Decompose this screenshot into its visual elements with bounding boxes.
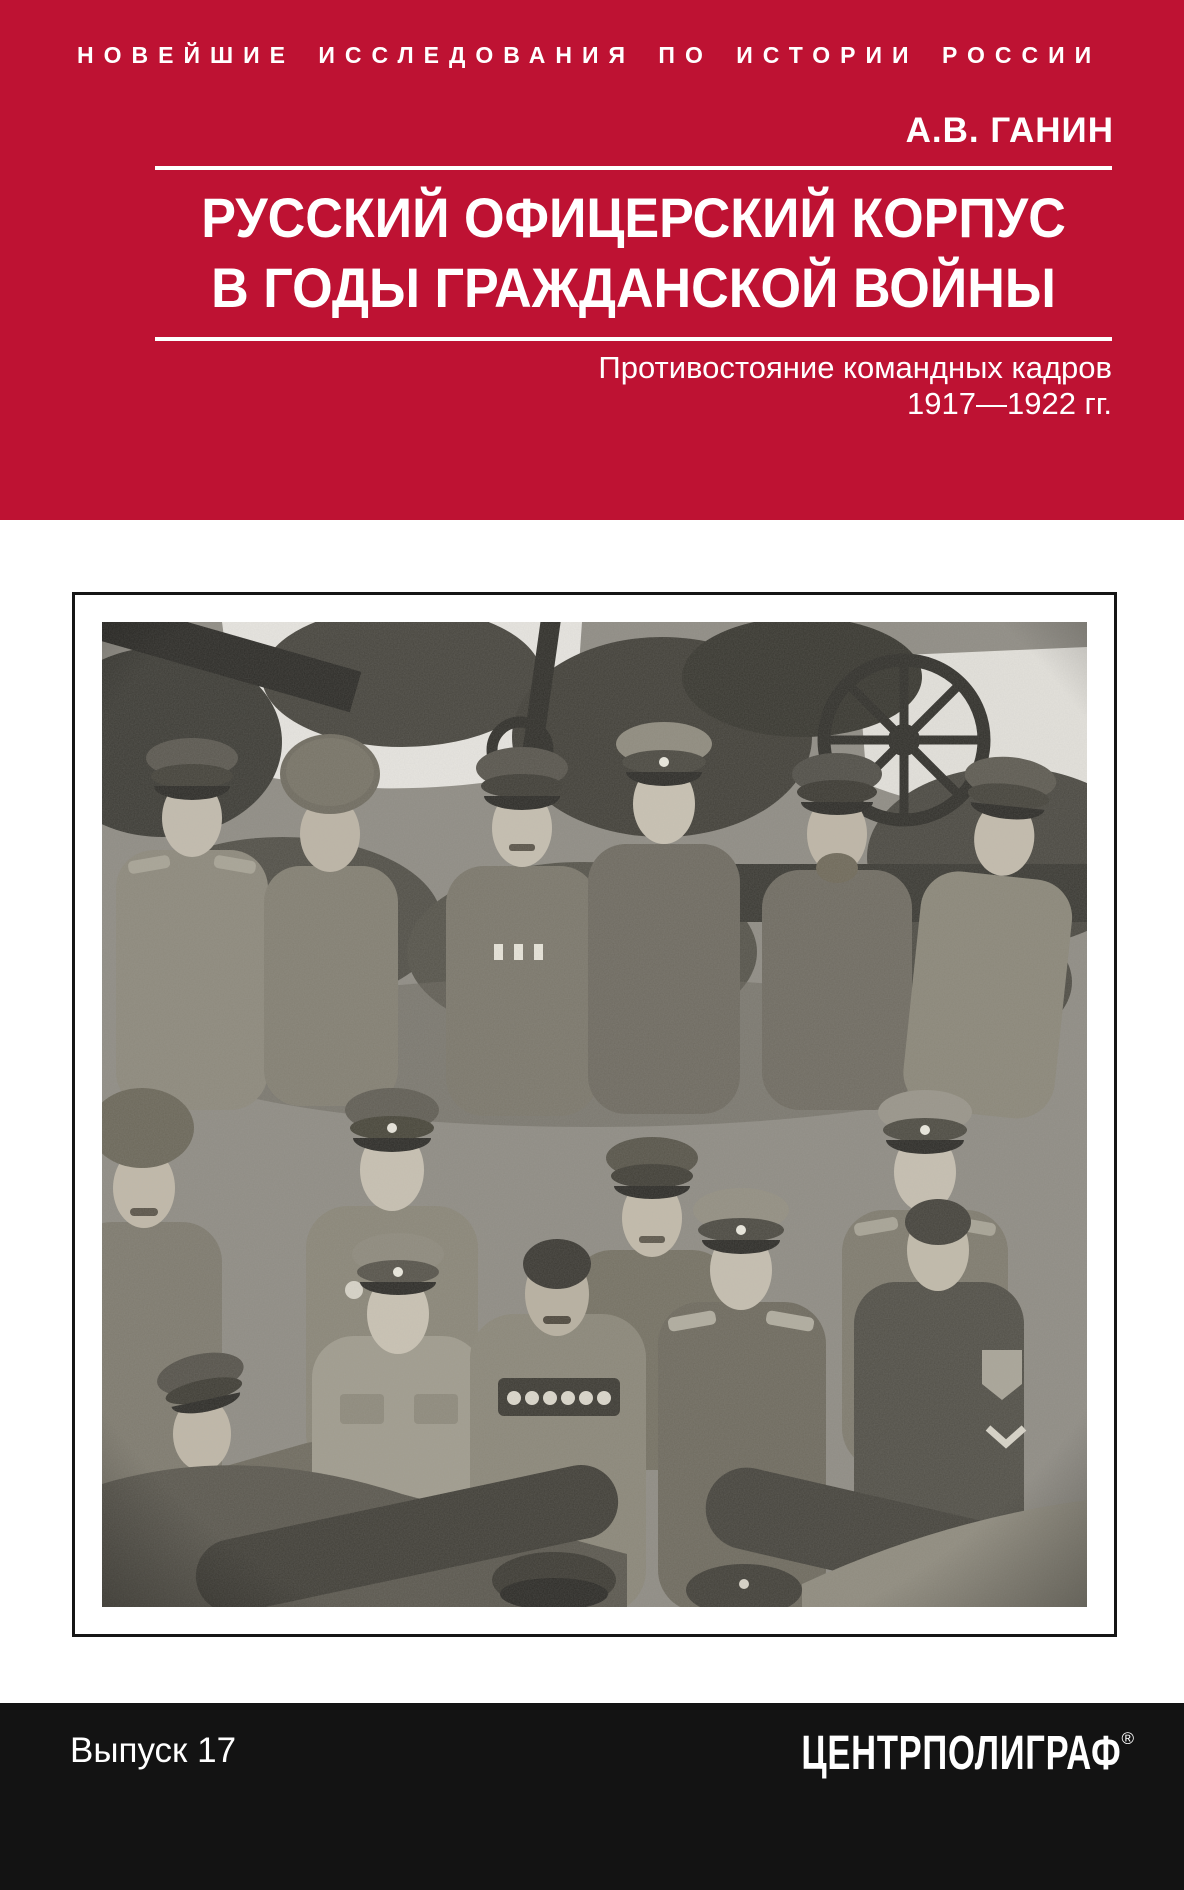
subtitle: [598, 350, 1112, 422]
book-title-line-1: РУССКИЙ ОФИЦЕРСКИЙ КОРПУС: [201, 186, 1066, 249]
bottom-bar: [0, 1703, 1184, 1890]
series-title: НОВЕЙШИЕ ИССЛЕДОВАНИЯ ПО ИСТОРИИ РОССИИ: [77, 42, 1102, 68]
publisher-logo: [677, 1729, 1134, 1779]
top-banner: [0, 0, 1184, 520]
subtitle-line-2: 1917—1922 гг.: [907, 386, 1112, 421]
book-title-line-2: В ГОДЫ ГРАЖДАНСКОЙ ВОЙНЫ: [211, 256, 1056, 319]
subtitle-line-1: Противостояние командных кадров: [598, 350, 1112, 385]
issue-number: Выпуск 17: [70, 1731, 237, 1770]
registered-trademark-icon: ®: [1121, 1729, 1134, 1748]
publisher-logo-text: ЦЕНТРПОЛИГРАФ: [801, 1727, 1122, 1780]
vignette-overlay: [102, 622, 1087, 1607]
author-name: А.В. ГАНИН: [905, 111, 1114, 150]
cover-photo-illustration: [102, 622, 1087, 1607]
title-block: [155, 166, 1112, 341]
photo-frame: [72, 592, 1117, 1637]
